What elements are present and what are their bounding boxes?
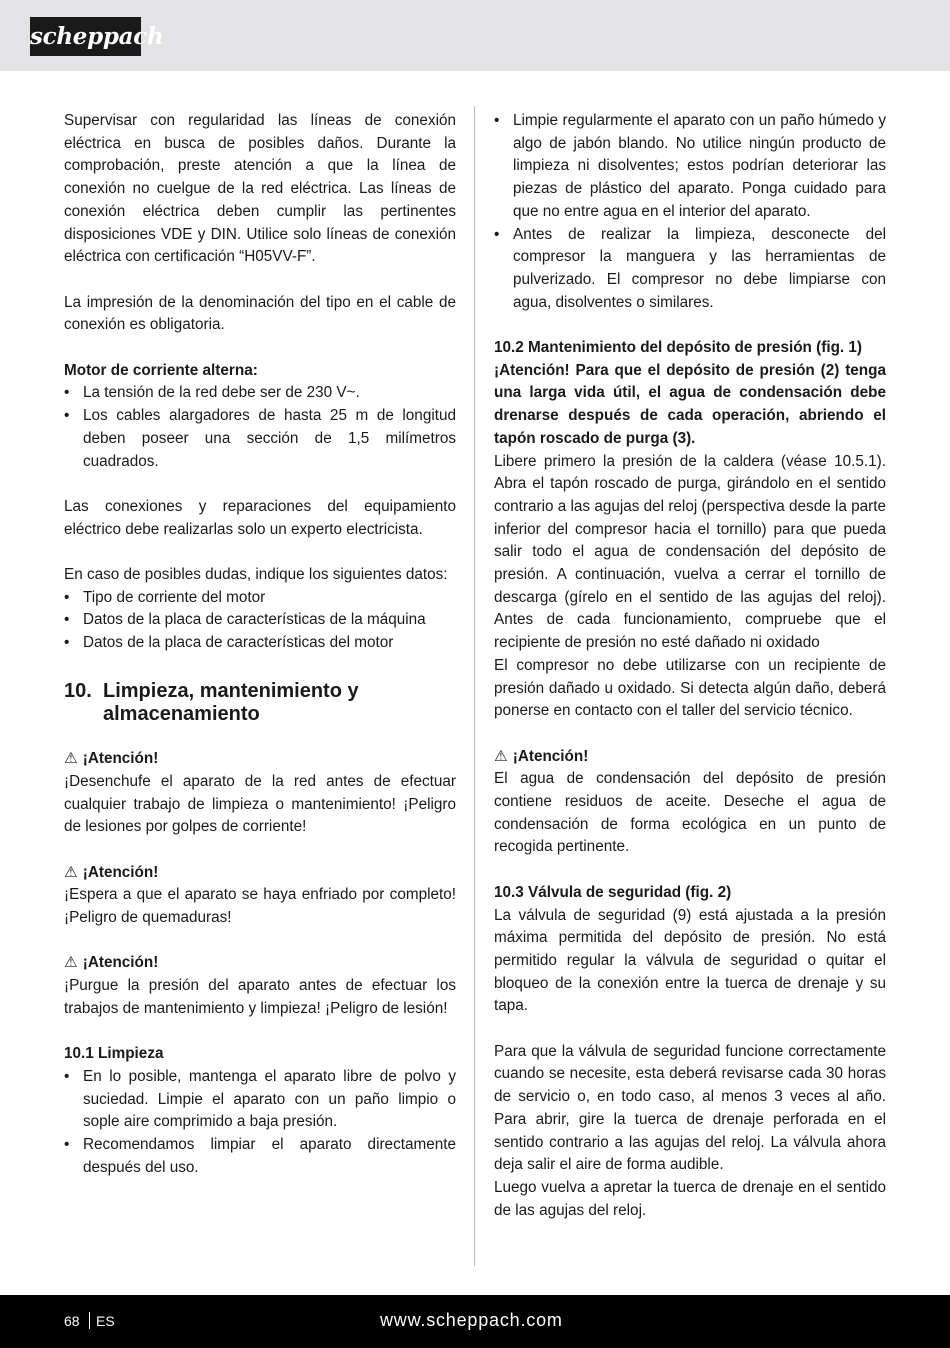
paragraph: Luego vuelva a apretar la tuerca de drenaje en el sentido de las agujas del reloj.: [494, 1178, 886, 1219]
list-item: • Datos de la placa de características de la máquina: [64, 609, 456, 632]
warning-triangle-icon: ⚠: [64, 863, 78, 881]
paragraph: Para que la válvula de seguridad funcione correctamente cuando se necesite, esta deberá revisarse cada 30 horas de servicio o, en todo caso, al menos 3 veces al año. Para abrir, gire la tuerca de drenaje perforada en el sentido contrario a las agujas del reloj. La válvula ahora deja salir el aire de forma audible.: [494, 1042, 886, 1174]
warning-triangle-icon: ⚠: [64, 750, 78, 768]
language-code: ES: [96, 1313, 115, 1329]
bullet-list: [64, 1066, 456, 1180]
subheading-10-2: 10.2 Mantenimiento del depósito de presión (fig. 1): [494, 339, 863, 357]
website-url[interactable]: www.scheppach.com: [380, 1310, 563, 1330]
section-number: 10.: [64, 679, 92, 702]
column-divider: [474, 106, 475, 1266]
bullet-list: [64, 587, 456, 655]
warning-heading: ⚠ ¡Atención!: [494, 746, 886, 769]
bold-notice: ¡Atención! Para que el depósito de presión (2) tenga una larga vida útil, el agua de condensación debe drenarse después de cada operación, abriendo el tapón roscado de purga (3).: [494, 361, 886, 447]
warning-heading: ⚠ ¡Atención!: [64, 952, 456, 975]
page-number: 68: [64, 1313, 80, 1329]
list-item: • Datos de la placa de características del motor: [64, 632, 456, 655]
list-item: • Antes de realizar la limpieza, desconecte del compresor la manguera y las herramientas de pulverizado. El compresor no debe limpiarse con agua, disolventes o similares.: [494, 224, 886, 315]
paragraph: El compresor no debe utilizarse con un recipiente de presión dañado u oxidado. Si detecta algún daño, deberá ponerse en contacto con el taller del servicio técnico.: [494, 656, 886, 720]
warning-text: El agua de condensación del depósito de presión contiene residuos de aceite. Deseche el agua de condensación de forma ecológica en un punto de recogida pertinente.: [494, 770, 886, 856]
subheading-10-3: 10.3 Válvula de seguridad (fig. 2): [494, 883, 732, 901]
list-item: • Recomendamos limpiar el aparato directamente después del uso.: [64, 1134, 456, 1179]
paragraph: La válvula de seguridad (9) está ajustada a la presión máxima permitida del depósito de presión. No está permitido regular la válvula de seguridad o quitar el bloqueo de la conexión entre la tuerca de drenaje y su tapa.: [494, 906, 886, 1015]
paragraph: Libere primero la presión de la caldera (véase 10.5.1). Abra el tapón roscado de purga, girándolo en el sentido contrario a las agujas del reloj (perspectiva desde la parte inferior del compresor hacia el tornillo) para que pueda salir todo el agua de condensación del depósito de presión. A continuación, vuelva a cerrar el tornillo de descarga (gírelo en el sentido de las agujas del reloj). Antes de cada funcionamiento, compruebe que el recipiente de presión no esté dañado ni oxidado: [494, 452, 886, 652]
footer-separator: [89, 1312, 90, 1329]
paragraph: Supervisar con regularidad las líneas de conexión eléctrica en busca de posibles daños. Durante la comprobación, preste atención a que la línea de conexión no cuelgue de la red eléctrica. Las líneas de conexión eléctrica deben cumplir las pertinentes disposiciones VDE y DIN. Utilice solo líneas de conexión eléctrica con certificación “H05VV-F”.: [64, 112, 456, 266]
list-item: • Los cables alargadores de hasta 25 m de longitud deben poseer una sección de 1,5 milímetros cuadrados.: [64, 405, 456, 473]
paragraph: Las conexiones y reparaciones del equipamiento eléctrico debe realizarlas solo un experto electricista.: [64, 497, 456, 538]
warning-text: ¡Purgue la presión del aparato antes de efectuar los trabajos de mantenimiento y limpieza! ¡Peligro de lesión!: [64, 977, 456, 1017]
warning-text: ¡Espera a que el aparato se haya enfriado por completo! ¡Peligro de quemaduras!: [64, 886, 456, 927]
warning-heading: ⚠ ¡Atención!: [64, 862, 456, 885]
left-column: [64, 110, 456, 1180]
warning-text: ¡Desenchufe el aparato de la red antes de efectuar cualquier trabajo de limpieza o mantenimiento! ¡Peligro de lesiones por golpes de corriente!: [64, 772, 456, 836]
paragraph: La impresión de la denominación del tipo en el cable de conexión es obligatoria.: [64, 293, 456, 334]
bullet-list: [64, 382, 456, 473]
bullet-list: [494, 110, 886, 314]
list-item: • La tensión de la red debe ser de 230 V~.: [64, 382, 456, 405]
footer-bar: [0, 1295, 950, 1348]
warning-triangle-icon: ⚠: [494, 747, 508, 765]
header-bar: [0, 0, 950, 71]
warning-heading: ⚠ ¡Atención!: [64, 748, 456, 771]
section-title: Limpieza, mantenimiento y almacenamiento: [103, 679, 359, 725]
brand-logo: scheppach: [30, 17, 141, 56]
warning-triangle-icon: ⚠: [64, 954, 78, 972]
subheading-10-1: 10.1 Limpieza: [64, 1045, 164, 1063]
right-column: [494, 110, 886, 1222]
paragraph: En caso de posibles dudas, indique los siguientes datos:: [64, 566, 448, 583]
list-item: • En lo posible, mantenga el aparato libre de polvo y suciedad. Limpie el aparato con un paño limpio o sople aire comprimido a baja presión.: [64, 1066, 456, 1134]
subheading-motor: Motor de corriente alterna:: [64, 361, 258, 379]
list-item: • Tipo de corriente del motor: [64, 587, 456, 610]
section-heading: [64, 680, 456, 726]
list-item: • Limpie regularmente el aparato con un paño húmedo y algo de jabón blando. No utilice ningún producto de limpieza ni disolventes; estos podrían deteriorar las piezas de plástico del aparato. Ponga cuidado para que no entre agua en el interior del aparato.: [494, 110, 886, 224]
